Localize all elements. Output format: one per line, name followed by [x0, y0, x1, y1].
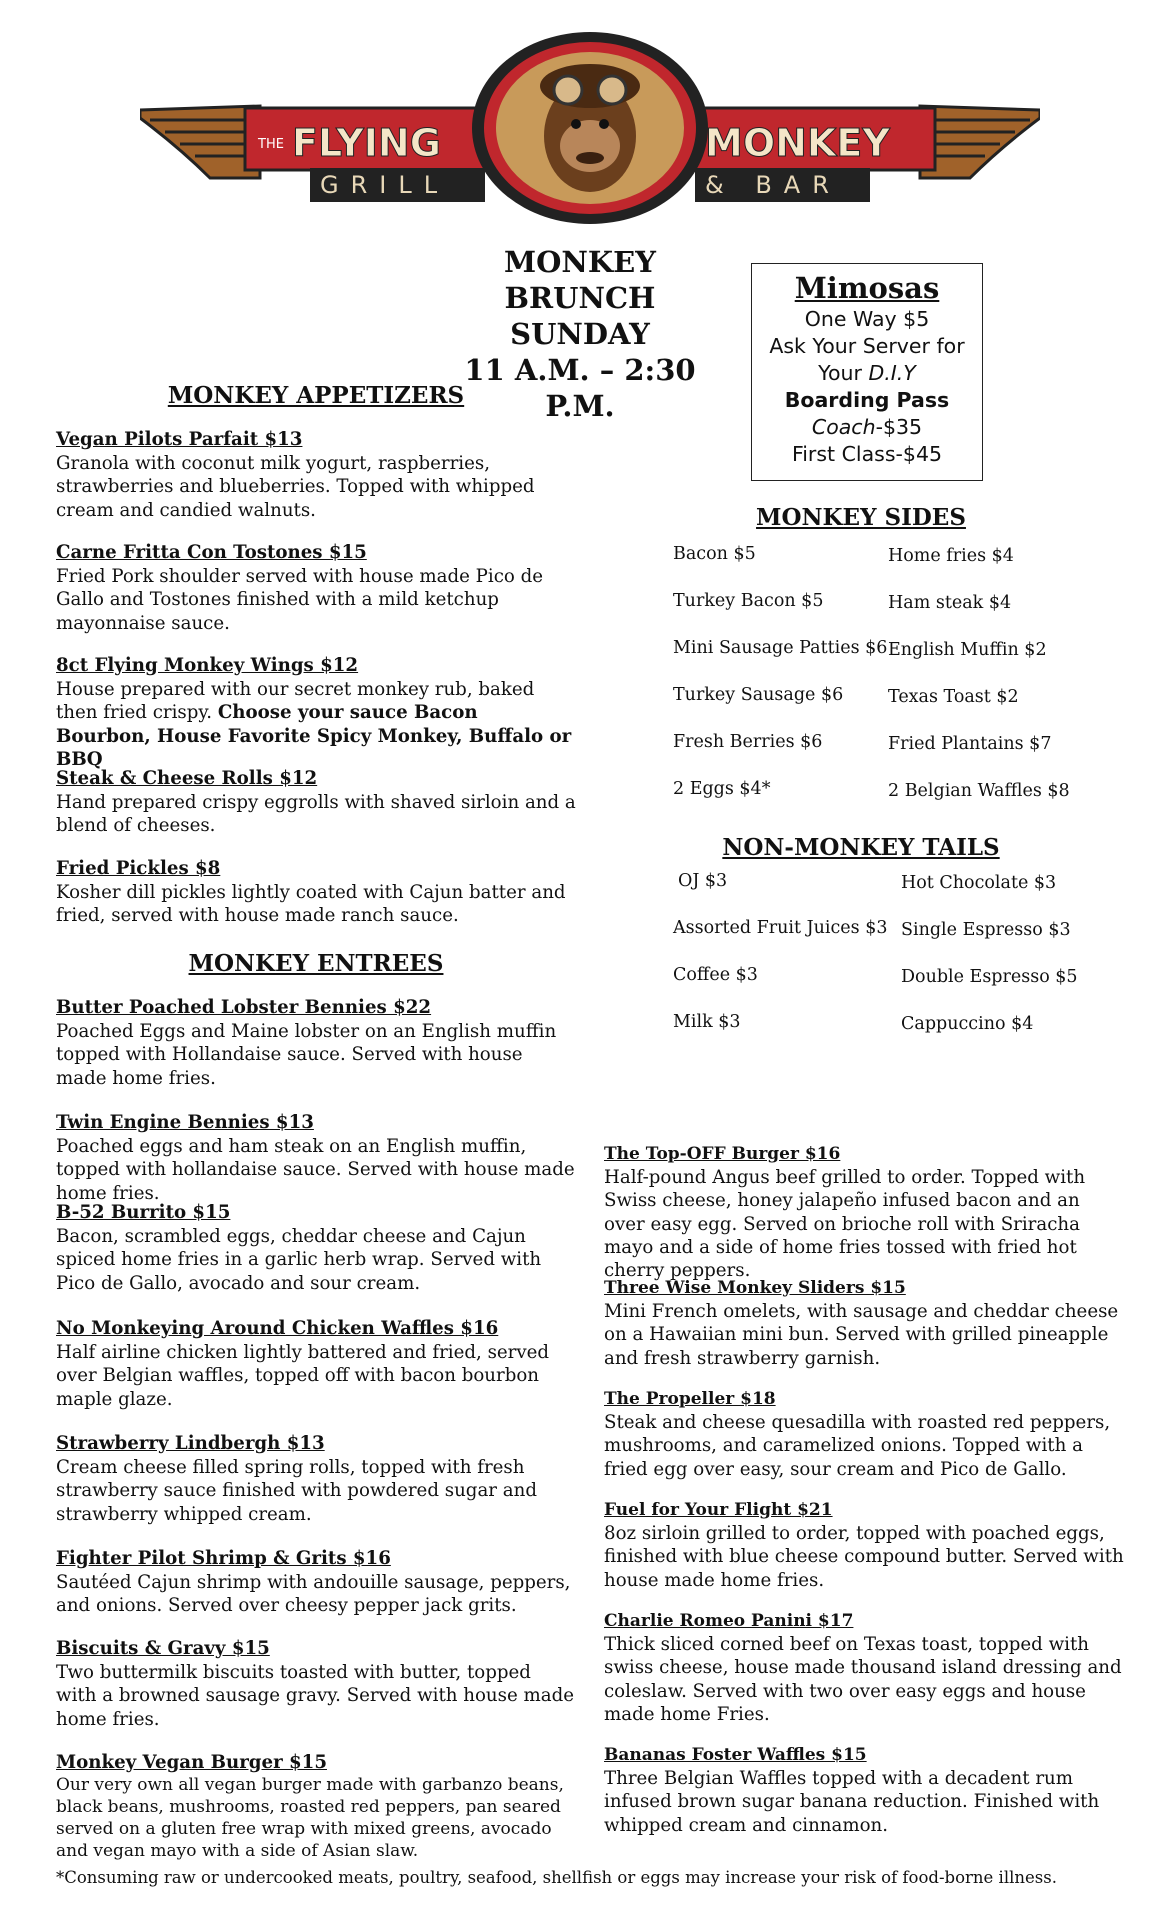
menu-item-name: Biscuits & Gravy $15 [56, 1638, 270, 1659]
side-item: Home fries $4 [888, 546, 1014, 566]
menu-item [56, 857, 576, 928]
menu-item-desc: Three Belgian Waffles topped with a decadent rum infused brown sugar banana reduction. Finished with whipped cream and cinnamon. [604, 1768, 1100, 1836]
menu-item-name: Fighter Pilot Shrimp & Grits $16 [56, 1548, 391, 1569]
side-item: Ham steak $4 [888, 593, 1012, 613]
mimosas-line-3 [752, 360, 982, 387]
menu-item-name: Fried Pickles $8 [56, 858, 221, 879]
right-wing-graphic [920, 106, 1040, 178]
mimosas-line-5b: -$35 [875, 415, 923, 439]
menu-item-desc: Poached Eggs and Maine lobster on an English muffin topped with Hollandaise sauce. Served with house made home fries. [56, 1020, 557, 1089]
menu-item-name: B-52 Burrito $15 [56, 1202, 231, 1223]
title-line-2: SUNDAY [510, 317, 650, 351]
menu-item [56, 1111, 576, 1205]
drink-item: Hot Chocolate $3 [901, 873, 1057, 893]
mimosas-line-6: First Class-$45 [791, 442, 943, 466]
menu-item [56, 1201, 576, 1295]
side-item: Turkey Sausage $6 [673, 685, 844, 705]
menu-item-name: Steak & Cheese Rolls $12 [56, 768, 318, 789]
side-item: English Muffin $2 [888, 640, 1047, 660]
side-item: Turkey Bacon $5 [673, 591, 824, 611]
menu-item-desc: Poached eggs and ham steak on an English muffin, topped with hollandaise sauce. Served with house made home fries. [56, 1135, 575, 1204]
drink-item: Single Espresso $3 [901, 920, 1071, 940]
drink-item: OJ $3 [678, 871, 728, 891]
mimosas-line-4: Boarding Pass [784, 388, 950, 412]
menu-item-desc: Mini French omelets, with sausage and cheddar cheese on a Hawaiian mini bun. Served with grilled pineapple and fresh strawberry garnish. [604, 1301, 1119, 1369]
menu-item-name: The Top-OFF Burger $16 [604, 1144, 841, 1164]
side-item: Fresh Berries $6 [673, 732, 823, 752]
menu-item-desc: Hand prepared crispy eggrolls with shaved sirloin and a blend of cheeses. [56, 791, 576, 836]
mimosas-line-3a: Your [818, 361, 869, 385]
menu-item-desc: Half airline chicken lightly battered and fried, served over Belgian waffles, topped off with bacon bourbon maple glaze. [56, 1341, 550, 1410]
side-item: Mini Sausage Patties $6 [673, 638, 888, 658]
mimosas-line-1: One Way $5 [804, 307, 930, 331]
side-item: Fried Plantains $7 [888, 734, 1052, 754]
mimosas-line-5 [752, 414, 982, 441]
side-item: 2 Eggs $4* [673, 779, 771, 799]
menu-item-desc-bold: Choose your sauce Bacon Bourbon, House Favorite Spicy Monkey, Buffalo or BBQ [56, 702, 572, 770]
menu-item-name: Vegan Pilots Parfait $13 [56, 429, 303, 450]
menu-item-desc: Steak and cheese quesadilla with roasted red peppers, mushrooms, and caramelized onions. Topped with a fried egg over easy, sour cream and Pico de Gallo. [604, 1412, 1111, 1480]
drink-item: Assorted Fruit Juices $3 [673, 918, 888, 938]
menu-item-desc: Half-pound Angus beef grilled to order. Topped with Swiss cheese, honey jalapeño infused bacon and an over easy egg. Served on brioche roll with Sriracha mayo and a side of home fries tossed with fried hot cherry peppers. [604, 1167, 1086, 1282]
menu-item-desc: Fried Pork shoulder served with house made Pico de Gallo and Tostones finished with a mild ketchup mayonnaise sauce. [56, 565, 544, 634]
menu-item-desc: Cream cheese filled spring rolls, topped with fresh strawberry sauce finished with powdered sugar and strawberry whipped cream. [56, 1456, 537, 1525]
menu-item-name: Butter Poached Lobster Bennies $22 [56, 997, 432, 1018]
menu-item [56, 654, 576, 772]
drink-item: Milk $3 [673, 1012, 741, 1032]
drink-item: Coffee $3 [673, 965, 758, 985]
logo-the-text: THE [258, 137, 284, 152]
side-item: 2 Belgian Waffles $8 [888, 781, 1070, 801]
logo-grill-text: GRILL [320, 171, 450, 199]
mimosas-line-5a: Coach [811, 415, 876, 439]
menu-item-desc: Granola with coconut milk yogurt, raspberries, strawberries and blueberries. Topped with whipped cream and candied walnuts. [56, 452, 535, 521]
logo-monkey-text: MONKEY [705, 121, 890, 165]
menu-item [604, 1143, 1124, 1282]
menu-item-name: 8ct Flying Monkey Wings $12 [56, 655, 359, 676]
menu-item [56, 541, 576, 635]
tails-heading: NON-MONKEY TAILS [722, 834, 1000, 861]
menu-item [56, 767, 576, 838]
mimosas-title: Mimosas [794, 271, 940, 305]
menu-item-name: Carne Fritta Con Tostones $15 [56, 542, 367, 563]
menu-item-name: The Propeller $18 [604, 1389, 776, 1409]
menu-item-desc: Thick sliced corned beef on Texas toast, topped with swiss cheese, house made thousand island dressing and coleslaw. Served with two over easy eggs and house made home Fries. [604, 1634, 1122, 1725]
menu-item-desc: Our very own all vegan burger made with garbanzo beans, black beans, mushrooms, roasted red peppers, pan seared served on a gluten free wrap with mixed greens, avocado and vegan mayo with a side of Asian slaw. [56, 1775, 564, 1861]
menu-item [604, 1277, 1124, 1370]
menu-item-desc: Two buttermilk biscuits toasted with butter, topped with a browned sausage gravy. Served with house made home fries. [56, 1661, 575, 1730]
menu-item-name: Fuel for Your Flight $21 [604, 1500, 833, 1520]
logo-bar-text: & BAR [705, 171, 841, 199]
mimosas-line-2: Ask Your Server for [769, 334, 965, 358]
menu-item-name: Twin Engine Bennies $13 [56, 1112, 314, 1133]
menu-item [56, 1432, 576, 1526]
menu-item [604, 1610, 1124, 1726]
side-item: Bacon $5 [673, 544, 756, 564]
menu-item-desc: House prepared with our secret monkey rub, baked then fried crispy. [56, 678, 535, 723]
menu-item-name: Three Wise Monkey Sliders $15 [604, 1278, 906, 1298]
menu-item-desc: 8oz sirloin grilled to order, topped with poached eggs, finished with blue cheese compound butter. Served with house made home fries. [604, 1523, 1124, 1591]
mimosas-line-3b: D.I.Y [868, 361, 916, 385]
menu-item-desc: Bacon, scrambled eggs, cheddar cheese and Cajun spiced home fries in a garlic herb wrap. Served with Pico de Gallo, avocado and sour cream. [56, 1225, 542, 1294]
menu-item [56, 1547, 576, 1618]
logo-flying-text: FLYING [292, 121, 441, 165]
sides-heading: MONKEY SIDES [756, 504, 966, 531]
menu-item-desc: Kosher dill pickles lightly coated with Cajun batter and fried, served with house made ranch sauce. [56, 881, 566, 926]
footnote-disclaimer: *Consuming raw or undercooked meats, poultry, seafood, shellfish or eggs may increase your risk of food-borne illness. [56, 1868, 1057, 1887]
menu-item-name: Bananas Foster Waffles $15 [604, 1745, 867, 1765]
menu-item-name: Monkey Vegan Burger $15 [56, 1752, 327, 1773]
entrees-heading: MONKEY ENTREES [188, 950, 444, 977]
menu-item [56, 996, 576, 1090]
title-line-3: 11 A.M. – 2:30 P.M. [464, 353, 696, 423]
menu-item [604, 1388, 1124, 1481]
menu-item [604, 1499, 1124, 1592]
menu-item [56, 1752, 576, 1862]
menu-item [56, 1637, 576, 1731]
appetizers-heading: MONKEY APPETIZERS [167, 382, 465, 409]
mimosas-box [751, 263, 983, 481]
menu-item [604, 1744, 1124, 1837]
menu-item [56, 428, 576, 522]
menu-item-name: No Monkeying Around Chicken Waffles $16 [56, 1318, 499, 1339]
menu-item [56, 1317, 576, 1411]
drink-item: Double Espresso $5 [901, 967, 1078, 987]
left-wing-graphic [140, 106, 260, 178]
menu-item-name: Charlie Romeo Panini $17 [604, 1611, 854, 1631]
side-item: Texas Toast $2 [888, 687, 1019, 707]
title-line-1: MONKEY BRUNCH [504, 245, 656, 315]
menu-item-name: Strawberry Lindbergh $13 [56, 1433, 325, 1454]
menu-item-desc: Sautéed Cajun shrimp with andouille sausage, peppers, and onions. Served over cheesy pepper jack grits. [56, 1571, 571, 1616]
flying-monkey-logo [140, 28, 1040, 228]
drink-item: Cappuccino $4 [901, 1014, 1034, 1034]
